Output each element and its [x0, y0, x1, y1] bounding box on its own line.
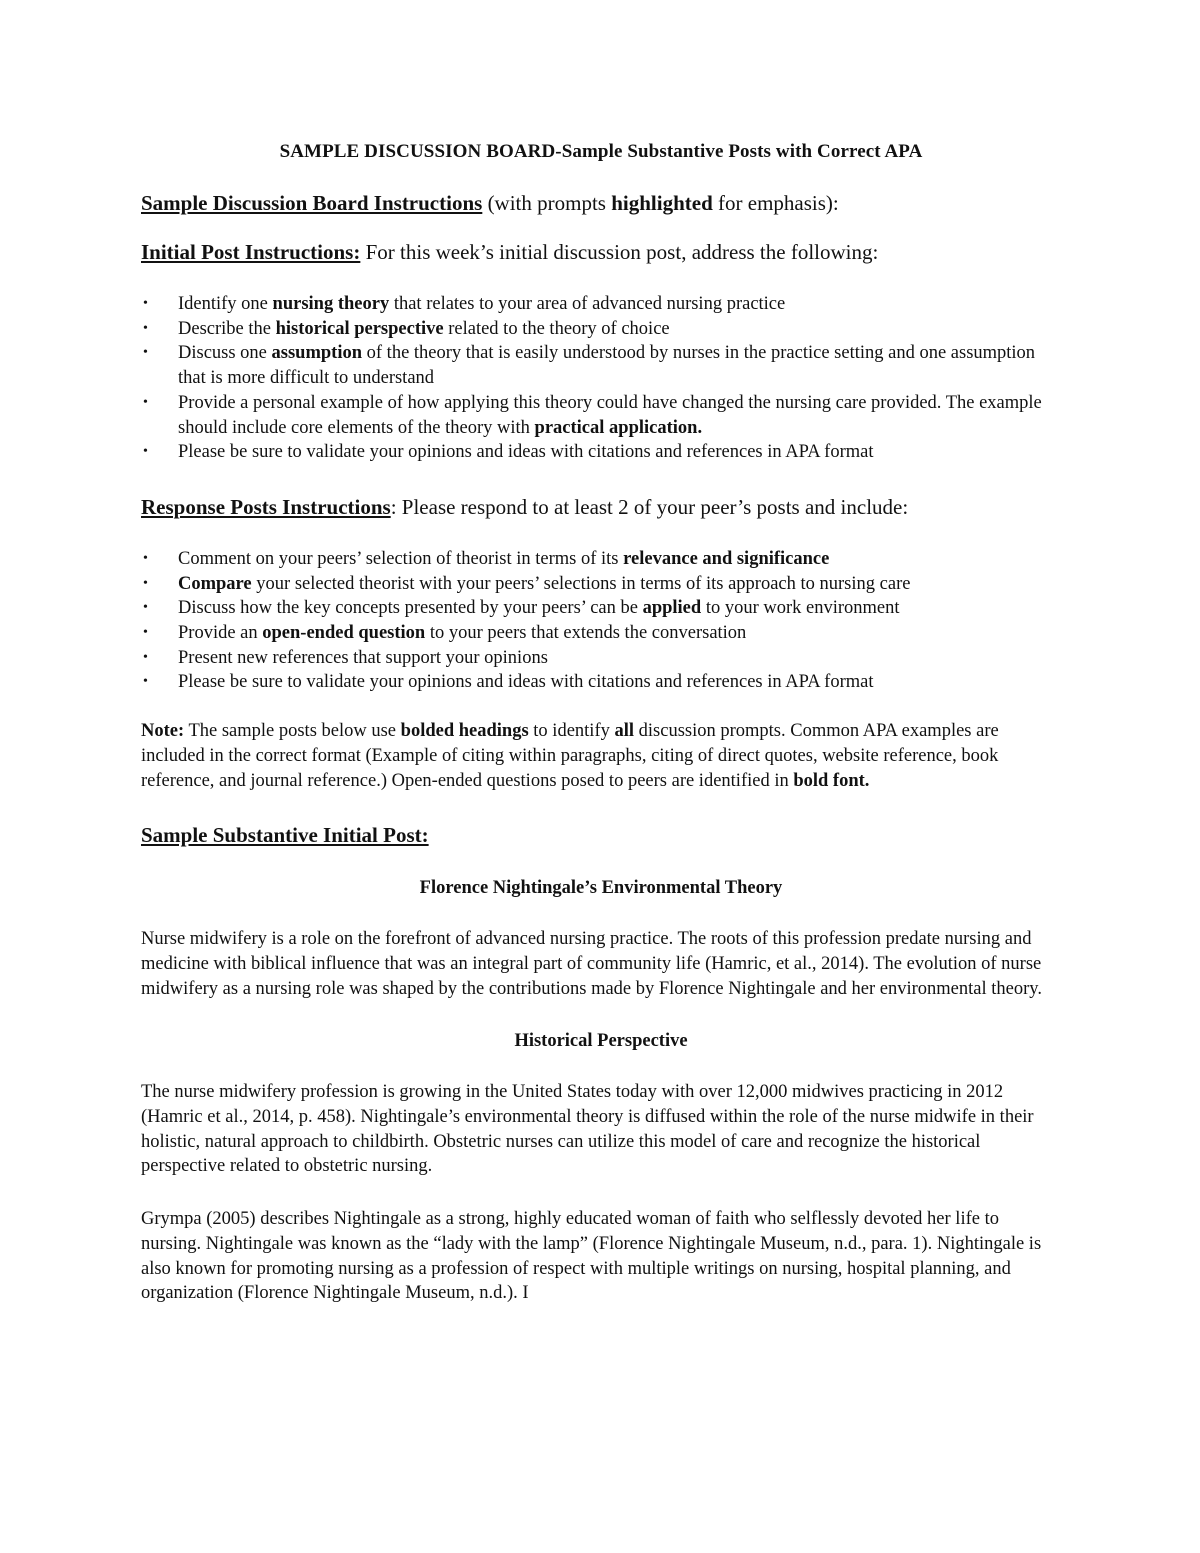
bullet-icon: • — [143, 674, 148, 690]
bullet-text: Provide an — [178, 623, 263, 644]
sample-initial-post-heading-label: Sample Substantive Initial Post: — [141, 823, 429, 848]
bullet-text: Discuss how the key concepts presented by your peers’ can be — [178, 598, 643, 619]
response-posts-heading-text: : Please respond to at least 2 of your peer’s posts and include: — [390, 494, 909, 519]
bullet-icon: • — [143, 320, 148, 336]
bullet-icon: • — [143, 625, 148, 641]
bullet-icon: • — [143, 444, 148, 460]
bullet-item — [141, 317, 1061, 342]
document-body — [141, 140, 1061, 1306]
bullet-item — [141, 440, 1061, 465]
initial-post-heading — [141, 239, 1061, 265]
bullet-bold-text: applied — [642, 598, 702, 619]
bullet-bold-text: relevance and significance — [623, 548, 830, 569]
note-text: to identify — [528, 721, 615, 742]
bullet-text: of the theory that is easily understood by nurses in the practice setting and one assumption that is more difficult to understand — [178, 343, 1036, 389]
bullet-text: that relates to your area of advanced nursing practice — [389, 294, 786, 314]
sample-initial-post-heading — [141, 822, 1061, 848]
initial-post-heading-text: For this week’s initial discussion post, address the following: — [360, 240, 879, 264]
bullet-text: to your peers that extends the conversation — [425, 623, 747, 644]
bullet-item — [141, 621, 1061, 646]
response-posts-heading-label: Response Posts Instructions — [141, 494, 391, 519]
bullet-text: Provide a personal example of how applying this theory could have changed the nursing care provided. The example should include core elements of the theory with — [178, 392, 1042, 438]
section-heading-environmental-theory: Florence Nightingale’s Environmental Theory — [419, 878, 783, 899]
bullet-item — [141, 341, 1061, 390]
instructions-heading — [141, 190, 1061, 216]
section-heading-historical-perspective: Historical Perspective — [514, 1031, 688, 1052]
note-label: Note: — [141, 721, 185, 742]
bullet-bold-text: Compare — [178, 573, 252, 594]
bullet-item — [141, 572, 1061, 597]
instructions-heading-bold: highlighted — [611, 191, 713, 215]
response-post-bullet-list — [141, 547, 1061, 695]
note-text: discussion prompts. Common APA examples are included in the correct format (Example of citing within paragraphs, citing of direct quotes, website reference, book reference, and journal reference.) Open-ended questions posed to peers are identified in — [141, 721, 999, 791]
document-title: SAMPLE DISCUSSION BOARD-Sample Substantive Posts with Correct APA — [279, 141, 923, 162]
bullet-item — [141, 596, 1061, 621]
instructions-heading-text-end: for emphasis): — [712, 191, 839, 215]
bullet-text: Discuss one — [178, 343, 272, 364]
bullet-icon: • — [143, 600, 148, 616]
bullet-bold-text: open-ended question — [262, 623, 426, 644]
bullet-bold-text: assumption — [271, 343, 363, 364]
note-paragraph — [141, 719, 1061, 793]
bullet-text: Present new references that support your opinions — [178, 647, 548, 668]
bullet-text: to your work environment — [701, 598, 900, 619]
bullet-text: Comment on your peers’ selection of theorist in terms of its — [178, 548, 624, 569]
body-paragraph: Nurse midwifery is a role on the forefront of advanced nursing practice. The roots of this profession predate nursing and medicine with biblical influence that was an integral part of community life (Hamric, et al., 2014). The evolution of nurse midwifery as a nursing role was shaped by the contributions made by Florence Nightingale and her environmental theory. — [141, 929, 1042, 999]
bullet-item — [141, 670, 1061, 695]
bullet-item — [141, 646, 1061, 671]
initial-post-bullet-list — [141, 292, 1061, 465]
bullet-text: Please be sure to validate your opinions and ideas with citations and references in APA format — [178, 672, 874, 693]
bullet-icon: • — [143, 394, 148, 410]
bullet-item — [141, 547, 1061, 572]
note-bold-text: bold font. — [793, 770, 870, 791]
note-bold-text: all — [614, 721, 635, 742]
bullet-item — [141, 391, 1061, 440]
bullet-icon: • — [143, 550, 148, 566]
instructions-heading-label: Sample Discussion Board Instructions — [141, 191, 483, 215]
bullet-icon: • — [143, 649, 148, 665]
bullet-bold-text: practical application. — [534, 417, 703, 438]
bullet-item — [141, 292, 1061, 317]
body-paragraph: Grympa (2005) describes Nightingale as a strong, highly educated woman of faith who selflessly devoted her life to nursing. Nightingale was known as the “lady with the lamp” (Florence Nightingale Museum, n.d., para. 1). Nightingale is also known for promoting nursing as a profession of respect with multiple writings on nursing, hospital planning, and organization (Florence Nightingale Museum, n.d.). I — [141, 1209, 1042, 1304]
bullet-icon: • — [143, 345, 148, 361]
note-bold-text: bolded headings — [400, 721, 529, 742]
response-posts-heading — [141, 494, 1061, 520]
bullet-icon: • — [143, 296, 148, 311]
bullet-text: related to the theory of choice — [443, 318, 670, 339]
bullet-icon: • — [143, 575, 148, 591]
bullet-text: Identify one — [178, 294, 273, 314]
bullet-text: your selected theorist with your peers’ selections in terms of its approach to nursing care — [251, 573, 911, 594]
instructions-heading-text: (with prompts — [482, 191, 612, 215]
bullet-text: Describe the — [178, 318, 276, 339]
initial-post-heading-label: Initial Post Instructions: — [141, 240, 361, 264]
body-paragraph: The nurse midwifery profession is growing in the United States today with over 12,000 midwives practicing in 2012 (Hamric et al., 2014, p. 458). Nightingale’s environmental theory is diffused within the role of the nurse midwife in their holistic, natural approach to childbirth. Obstetric nurses can utilize this model of care and recognize the historical perspective related to obstetric nursing. — [141, 1082, 1034, 1177]
bullet-bold-text: historical perspective — [275, 318, 444, 339]
bullet-bold-text: nursing theory — [272, 294, 390, 314]
bullet-text: Please be sure to validate your opinions and ideas with citations and references in APA format — [178, 442, 874, 463]
note-text: The sample posts below use — [184, 721, 401, 742]
